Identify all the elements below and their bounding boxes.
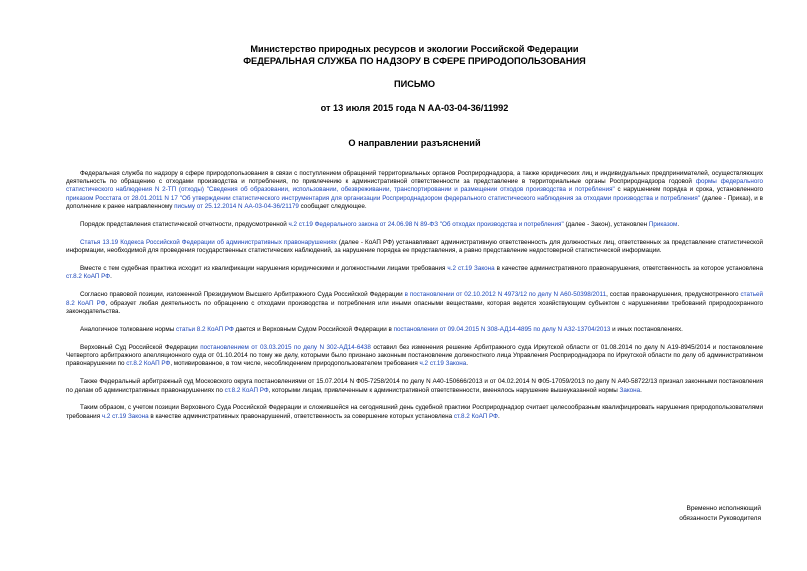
paragraph-8 bbox=[66, 378, 763, 395]
paragraph-text: Порядок представления статистической отчетности, предусмотренной bbox=[80, 220, 289, 228]
document-subject: О направлении разъяснений bbox=[348, 138, 481, 148]
link-rosstat-order[interactable]: приказом Росстата от 28.01.2011 N 17 "Об утверждении статистического инструментария для организации Росприроднадзором федерального статистического наблюдения за отходами производства и потребления" bbox=[66, 194, 701, 202]
ministry-name: Министерство природных ресурсов и экологии Российской Федерации bbox=[250, 44, 579, 54]
paragraph-text: Верховный Суд Российской Федерации bbox=[80, 343, 201, 351]
link-article-13-19[interactable]: Статья 13.19 Кодекса Российской Федерации об административных правонарушениях bbox=[80, 238, 337, 246]
link-law-part2-art19[interactable]: ч.2 ст.19 Закона bbox=[419, 360, 467, 368]
paragraph-text: . bbox=[466, 360, 469, 368]
link-art-8-2[interactable]: статьей 8.2 КоАП РФ bbox=[66, 291, 764, 307]
link-supreme-court-2015[interactable]: постановлением от 03.03.2015 по делу N 302-АД14-6438 bbox=[200, 343, 371, 351]
service-name: ФЕДЕРАЛЬНАЯ СЛУЖБА ПО НАДЗОРУ В СФЕРЕ ПРИРОДОПОЛЬЗОВАНИЯ bbox=[243, 55, 586, 66]
document-body bbox=[66, 170, 763, 422]
signature-line-2: обязанности Руководителя bbox=[679, 514, 761, 522]
document-date-number: от 13 июля 2015 года N АА-03-04-36/11992 bbox=[320, 102, 509, 113]
paragraph-6 bbox=[66, 326, 763, 334]
paragraph-text: и иных постановлениях. bbox=[610, 325, 683, 333]
paragraph-text: в качестве административного правонарушения, ответственность за которое установлена bbox=[494, 264, 764, 272]
paragraph-text: Федеральная служба по надзору в сфере природопользования в связи с поступлением обращений территориальных органов Росприроднадзора, а также юридических лиц и индивидуальных предпринимателей, осуществляющих деятельность по обращению с отходами производства и потребления, по привлечению к административной ответственности за представление в территориальные органы Росприроднадзора годовой bbox=[66, 169, 763, 185]
link-art-8-2[interactable]: ст.8.2 КоАП РФ bbox=[66, 273, 111, 281]
paragraph-text: Согласно правовой позиции, изложенной Президиумом Высшего Арбитражного Суда Российской Федерации bbox=[80, 291, 405, 299]
paragraph-text: Вместе с тем судебная практика исходит из квалификации нарушения юридическими и должностными лицами требования bbox=[80, 264, 448, 272]
link-law-89fz[interactable]: ч.2 ст.19 Федерального закона от 24.06.98 N 89-ФЗ "Об отходах производства и потребления" bbox=[288, 220, 564, 228]
link-form-2tp[interactable]: формы федерального статистического наблюдения N 2-ТП (отходы) "Сведения об образовании, использовании, обезвреживании, транспортировании и размещении отходов производства и потребления" bbox=[66, 177, 764, 194]
link-art-8-2[interactable]: статьи 8.2 КоАП РФ bbox=[176, 325, 234, 333]
paragraph-text: (далее - Закон), установлен bbox=[563, 220, 649, 228]
paragraph-9 bbox=[66, 404, 763, 421]
document-type: ПИСЬМО bbox=[393, 79, 436, 89]
paragraph-text: . bbox=[497, 412, 500, 420]
paragraph-text: дается и Верховным Судом Российской Федерации в bbox=[233, 325, 394, 333]
paragraph-3 bbox=[66, 239, 763, 256]
paragraph-text: . bbox=[110, 273, 112, 281]
paragraph-text: (далее - Приказ), и в дополнение к ранее направленному bbox=[66, 194, 763, 211]
signature-line-1: Временно исполняющий bbox=[686, 505, 761, 512]
paragraph-text: с нарушением порядка и срока, установленного bbox=[614, 186, 763, 194]
link-law[interactable]: Закона bbox=[619, 386, 641, 394]
paragraph-text: сообщает следующее. bbox=[298, 203, 367, 211]
paragraph-text: , образует любая деятельность по обращению с отходами производства и потребления или иными опасными веществами, которая ведется хозяйствующим субъектом с нарушениями требований природоохранного законодательства. bbox=[66, 299, 764, 315]
paragraph-1 bbox=[66, 170, 763, 212]
paragraph-text: , состав правонарушения, предусмотренного bbox=[606, 291, 741, 299]
link-letter-2014[interactable]: письму от 25.12.2014 N АА-03-04-36/21179 bbox=[174, 203, 299, 211]
paragraph-text: Также Федеральный арбитражный суд Московского округа постановлениями от 15.07.2014 N Ф05-7258/2014 по делу N А40-150666/2013 и от 04.02.2014 N Ф05-17059/2013 по делу N А40-58722/13 признал законными постановления по делам об административных правонарушениях по bbox=[66, 378, 763, 394]
link-art-8-2[interactable]: ст.8.2 КоАП РФ bbox=[224, 386, 269, 394]
link-art-8-2[interactable]: ст.8.2 КоАП РФ bbox=[453, 412, 498, 420]
paragraph-text: Аналогичное толкование нормы bbox=[80, 325, 177, 333]
paragraph-4 bbox=[66, 265, 763, 282]
paragraph-7 bbox=[66, 344, 763, 369]
paragraph-text: . bbox=[677, 220, 680, 228]
paragraph-text: , которыми лицам, привлеченным к административной ответственности, вменялось нарушение вышеуказанной нормы bbox=[268, 386, 620, 394]
paragraph-text: . bbox=[640, 386, 642, 394]
paragraph-5 bbox=[66, 291, 763, 316]
link-law-part2-art19[interactable]: ч.2 ст.19 Закона bbox=[447, 264, 495, 272]
paragraph-text: (далее - КоАП РФ) устанавливает административную ответственность для должностных лиц, ответственных за представление статистической информации, необходимой для проведения государственных статистических наблюдений, за нарушение порядка ее представления, а равно представление недостоверной статистической информации. bbox=[66, 238, 763, 255]
paragraph-text: оставил без изменения решение Арбитражного суда Иркутской области от 01.08.2014 по делу N А19-8945/2014 и постановление Четвертого арбитражного апелляционного суда от 01.10.2014 по тому же делу, которыми было признано законным постановление должностного лица Управления Росприроднадзора по Иркутской области по делу об административном правонарушении по bbox=[66, 343, 763, 368]
document-header bbox=[66, 44, 763, 150]
paragraph-text: Таким образом, с учетом позиции Верховного Суда Российской Федерации и сложившейся на сегодняшний день судебной практики Росприроднадзор считает целесообразным квалифицировать нарушения природопользователями требования bbox=[66, 404, 763, 420]
link-art-8-2[interactable]: ст.8.2 КоАП РФ bbox=[126, 360, 171, 368]
paragraph-text: , мотивированное, в том числе, несоблюдением природопользователем требования bbox=[170, 360, 420, 368]
link-law-part2-art19[interactable]: ч.2 ст.19 Закона bbox=[101, 412, 149, 420]
link-vas-resolution[interactable]: в постановлении от 02.10.2012 N 4973/12 по делу N А60-50398/2011 bbox=[404, 291, 607, 299]
paragraph-2 bbox=[66, 221, 763, 229]
link-supreme-court-resolution[interactable]: постановлении от 09.04.2015 N 308-АД14-4895 по делу N А32-13704/2013 bbox=[393, 325, 611, 333]
link-order[interactable]: Приказом bbox=[648, 220, 678, 228]
signature-block bbox=[679, 504, 761, 523]
paragraph-text: в качестве административных правонарушений, ответственность за совершение которых установлена bbox=[148, 412, 454, 420]
